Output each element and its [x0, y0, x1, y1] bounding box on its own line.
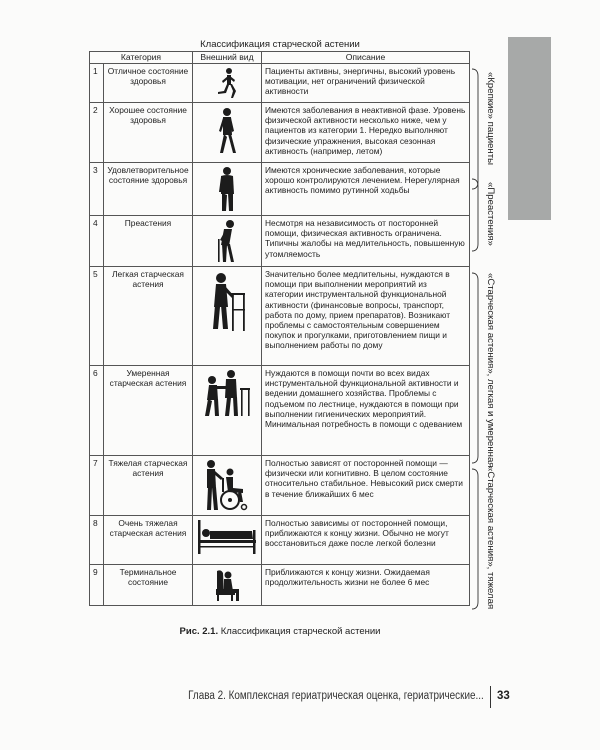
page-number: 33 — [497, 690, 510, 702]
header-description: Описание — [262, 52, 470, 64]
row-category: Легкая старческая астения — [104, 267, 193, 366]
bedridden-person-icon — [193, 516, 262, 565]
side-label-strong: «Крепкие» пациенты — [485, 72, 496, 165]
person-with-cane-icon — [193, 216, 262, 267]
header-category: Категория — [90, 52, 193, 64]
row-number: 2 — [90, 103, 104, 163]
row-number: 7 — [90, 456, 104, 516]
row-category: Тяжелая старческая астения — [104, 456, 193, 516]
header-appearance: Внешний вид — [193, 52, 262, 64]
table-row — [90, 163, 470, 216]
row-category: Умеренная старческая астения — [104, 366, 193, 456]
page-edge-tab — [508, 37, 551, 220]
row-category: Очень тяжелая старческая астения — [104, 516, 193, 565]
row-description: Приближаются к концу жизни. Ожидаемая продолжительность жизни не более 6 мес — [262, 565, 470, 606]
row-description: Имеются заболевания в неактивной фазе. Уровень физической активности несколько ниже, чем у пациентов из категории 1. Нередко выполняют физические упражнения, высокая сезонная активность (например, летом) — [262, 103, 470, 163]
running-person-icon — [193, 64, 262, 103]
row-number: 4 — [90, 216, 104, 267]
row-description: Несмотря на независимость от посторонней помощи, физическая активность ограничена. Типичны жалобы на медлительность, повышенную утомляемость — [262, 216, 470, 267]
row-description: Имеются хронические заболевания, которые хорошо контролируются лечением. Нерегулярная активность помимо рутинной ходьбы — [262, 163, 470, 216]
footer-divider — [490, 686, 491, 708]
row-number: 3 — [90, 163, 104, 216]
row-number: 8 — [90, 516, 104, 565]
side-label-severe: «Старческая астения», тяжелая — [485, 466, 496, 610]
running-footer: Глава 2. Комплексная гериатрическая оценка, гериатрические... — [188, 690, 484, 702]
row-category: Удовлетворительное состояние здоровья — [104, 163, 193, 216]
caption-label: Рис. 2.1. — [179, 626, 219, 637]
frailty-classification-table — [89, 51, 470, 606]
row-description: Полностью зависят от посторонней помощи — физически или когнитивно. В целом состояние относительно стабильное. Невысокий риск смерти в течение ближайших 6 мес — [262, 456, 470, 516]
row-number: 1 — [90, 64, 104, 103]
group-bracket — [472, 272, 480, 464]
walking-person-icon — [193, 103, 262, 163]
side-label-mild-moderate: «Старческая астения», легкая и умеренная — [485, 273, 496, 468]
row-number: 9 — [90, 565, 104, 606]
row-description: Полностью зависимы от посторонней помощи, приближаются к концу жизни. Обычно не могут восстановиться даже после легкой болезни — [262, 516, 470, 565]
row-category: Хорошее состояние здоровья — [104, 103, 193, 163]
table-row — [90, 516, 470, 565]
row-category: Отличное состояние здоровья — [104, 64, 193, 103]
person-with-walker-icon — [193, 267, 262, 366]
wheelchair-with-caregiver-icon — [193, 456, 262, 516]
table-row — [90, 103, 470, 163]
row-category: Преастения — [104, 216, 193, 267]
row-description: Значительно более медлительны, нуждаются в помощи при выполнении мероприятий из категории инструментальной функциональной активности (финансовые вопросы, транспорт, работа по дому, прием препаратов). Возникают проблемы с самостоятельным совершением покупок и прогулками, приготовлением пищи и выполнением работы по дому — [262, 267, 470, 366]
standing-person-icon — [193, 163, 262, 216]
table-row — [90, 216, 470, 267]
side-label-pre: «Преастения» — [485, 182, 496, 246]
row-number: 6 — [90, 366, 104, 456]
row-description: Нуждаются в помощи почти во всех видах инструментальной функциональной активности и ведении домашнего хозяйства. Проблемы с подъемом по лестнице, нуждаются в помощи при выполнении гигиенических мероприятий. Минимальная потребность в помощи с одеванием — [262, 366, 470, 456]
group-bracket — [472, 68, 480, 190]
caption-text: Классификация старческой астении — [218, 626, 381, 637]
row-description: Пациенты активны, энергичны, высокий уровень мотивации, нет ограничений физической активности — [262, 64, 470, 103]
table-row — [90, 456, 470, 516]
table-header-row — [90, 52, 470, 64]
table-row — [90, 366, 470, 456]
assisted-walking-icon — [193, 366, 262, 456]
table-row — [90, 565, 470, 606]
group-bracket — [472, 178, 480, 252]
table-title: Классификация старческой астении — [200, 39, 360, 50]
table-row — [90, 64, 470, 103]
group-bracket — [472, 468, 480, 610]
row-category: Терминальное состояние — [104, 565, 193, 606]
table-row — [90, 267, 470, 366]
seated-in-armchair-icon — [193, 565, 262, 606]
row-number: 5 — [90, 267, 104, 366]
figure-caption — [0, 626, 560, 637]
